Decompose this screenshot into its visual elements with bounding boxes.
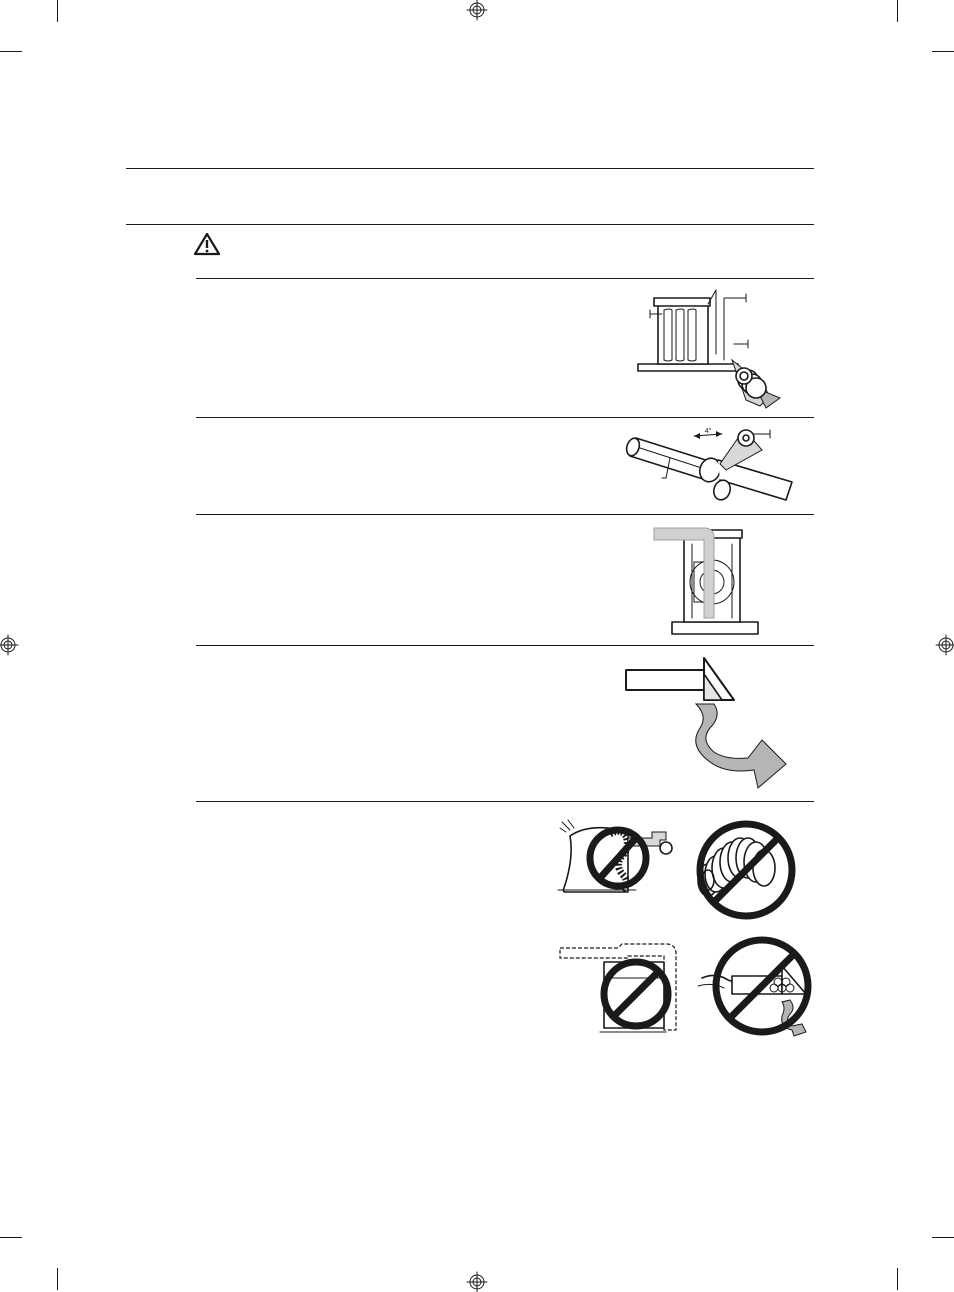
crop-mark-bottom-right-v <box>897 1268 898 1290</box>
header-rule-bottom <box>126 224 814 225</box>
crop-mark-top-right-v <box>897 0 898 22</box>
section-rule-2 <box>196 417 814 418</box>
crop-mark-bottom-right-h <box>932 1237 954 1238</box>
prohibited-crushed-duct-illustration <box>556 818 682 896</box>
crop-mark-bottom-left-h <box>0 1237 22 1238</box>
registration-crosshair-icon <box>0 635 18 655</box>
warning-triangle-icon <box>194 233 220 255</box>
crop-mark-top-left-h <box>0 51 22 52</box>
registration-crosshair-icon <box>936 635 954 655</box>
duct-angle-label: 4" <box>704 428 712 435</box>
section-rule-3 <box>196 514 814 515</box>
dryer-rear-view-illustration <box>652 522 762 640</box>
section-rule-1 <box>196 278 814 279</box>
section-rule-5 <box>196 801 814 802</box>
prohibited-foil-duct-illustration <box>694 818 798 922</box>
duct-joint-taping-illustration <box>626 424 796 510</box>
dryer-side-view-illustration <box>636 284 782 408</box>
crop-mark-top-right-h <box>932 51 954 52</box>
registration-crosshair-icon <box>467 0 487 20</box>
section-rule-4 <box>196 645 814 646</box>
crop-mark-bottom-left-v <box>57 1268 58 1290</box>
prohibited-blocked-hood-illustration <box>698 936 816 1040</box>
prohibited-long-duct-route-illustration <box>556 936 682 1036</box>
exhaust-hood-airflow-illustration <box>622 654 788 790</box>
header-rule-top <box>126 168 814 169</box>
registration-crosshair-icon <box>467 1272 487 1292</box>
crop-mark-top-left-v <box>57 0 58 22</box>
